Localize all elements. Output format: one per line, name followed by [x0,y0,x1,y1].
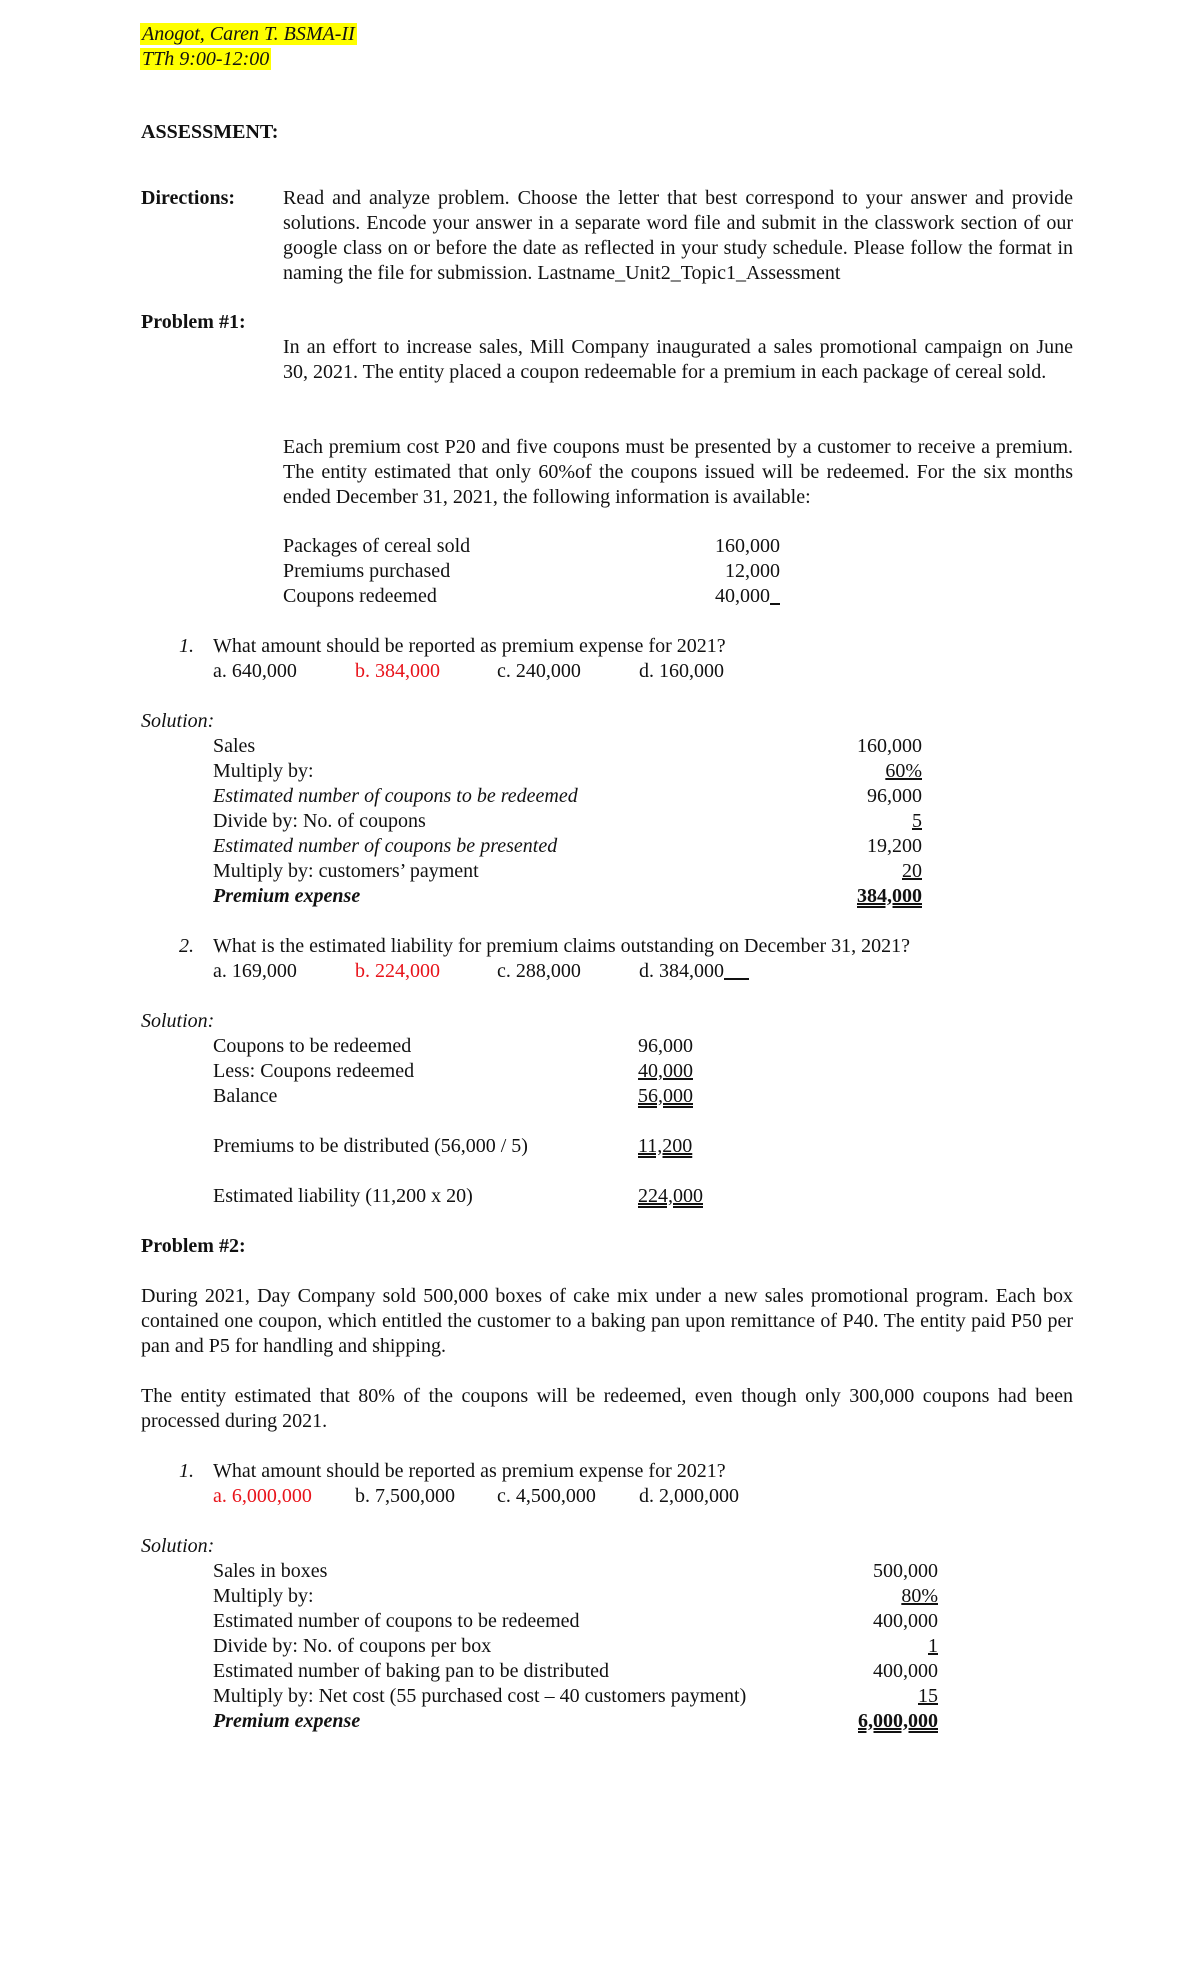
solution-row [213,1659,938,1684]
p1-q1-choice-b: b. 384,000 [355,660,440,682]
solution-row [213,884,922,909]
solution-row [213,834,922,859]
info-label: Packages of cereal sold [283,535,471,557]
p1-q2-sol-value-3: 11,200 [638,1135,693,1157]
solution-label: Premium expense [213,1710,361,1732]
solution-label: Divide by: No. of coupons per box [213,1635,492,1657]
p1-q1-choice-a: a. 640,000 [213,660,297,682]
solution-value: 15 [918,1685,938,1707]
solution-label: Sales in boxes [213,1560,328,1582]
solution-row [213,1709,938,1734]
p1-q2-sol-label-1: Less: Coupons redeemed [213,1060,415,1082]
p1-q1-choice-c: c. 240,000 [497,660,581,682]
solution-label: Estimated number of coupons to be redeemed [213,785,578,807]
solution-value: 60% [885,760,922,782]
p1-q2-sol-value-4: 224,000 [638,1185,703,1207]
solution-value: 80% [901,1585,938,1607]
solution-label: Multiply by: customers’ payment [213,860,479,882]
solution-value: 96,000 [867,785,922,807]
solution-row [213,1684,938,1709]
solution-row [213,759,922,784]
p1-q1-solution-label: Solution: [141,710,215,732]
p2-q1-choice-a: a. 6,000,000 [213,1485,312,1507]
schedule-line: TTh 9:00-12:00 [142,48,270,70]
solution-label: Premium expense [213,885,361,907]
directions-label: Directions: [141,187,236,209]
solution-row [213,1559,938,1584]
p1-q1-number: 1. [179,635,194,657]
p1-q2-sol-label-4: Estimated liability (11,200 x 20) [213,1185,473,1207]
p2-q1-choice-d: d. 2,000,000 [639,1485,739,1507]
solution-value: 6,000,000 [858,1710,938,1732]
info-row [283,559,780,584]
solution-label: Divide by: No. of coupons [213,810,426,832]
p1-q2-number: 2. [179,935,194,957]
solution-label: Multiply by: [213,1585,314,1607]
p2-q1-choice-c: c. 4,500,000 [497,1485,596,1507]
p2-q1-choice-b: b. 7,500,000 [355,1485,455,1507]
p1-q2-choice-c: c. 288,000 [497,960,581,982]
problem1-label: Problem #1: [141,311,246,333]
solution-value: 1 [928,1635,938,1657]
p1-q2-sol-label-0: Coupons to be redeemed [213,1035,412,1057]
info-row [283,534,780,559]
solution-value: 384,000 [857,885,922,907]
info-value: 160,000 [715,535,780,557]
solution-label: Multiply by: Net cost (55 purchased cost – 40 customers payment) [213,1685,747,1707]
solution-row [213,859,922,884]
solution-value: 5 [912,810,922,832]
solution-row [213,784,922,809]
p2-q1-number: 1. [179,1460,194,1482]
p1-q2-choice-a: a. 169,000 [213,960,297,982]
solution-row [213,1584,938,1609]
student-name-line: Anogot, Caren T. BSMA-II [142,23,355,45]
p1-q2-solution-label: Solution: [141,1010,215,1032]
solution-row [213,1634,938,1659]
solution-label: Sales [213,735,256,757]
p1-q1-solution [213,734,922,909]
solution-value: 19,200 [867,835,922,857]
solution-value: 160,000 [857,735,922,757]
solution-label: Estimated number of baking pan to be distributed [213,1660,610,1682]
p1-q2-sol-label-3: Premiums to be distributed (56,000 / 5) [213,1135,528,1157]
problem1-para1: In an effort to increase sales, Mill Company inaugurated a sales promotional campaign on June 30, 2021. The entity placed a coupon redeemable for a premium in each package of cereal sold. [283,336,1073,383]
problem1-info-table [283,534,780,609]
problem2-label: Problem #2: [141,1235,246,1257]
page-title: ASSESSMENT: [141,121,279,143]
solution-label: Estimated number of coupons be presented [213,835,558,857]
p1-q2-sol-value-1: 40,000 [638,1060,693,1082]
info-value: 12,000 [725,560,780,582]
problem1-para2: Each premium cost P20 and five coupons must be presented by a customer to receive a premium. The entity estimated that only 60%of the coupons issued will be redeemed. For the six months ended December 31, 2021, the following information is available: [283,436,1073,508]
solution-row [213,1609,938,1634]
p2-q1-solution [213,1559,938,1734]
problem2-para2: The entity estimated that 80% of the coupons will be redeemed, even though only 300,000 coupons had been processed during 2021. [141,1385,1073,1432]
p2-q1-text: What amount should be reported as premium expense for 2021? [213,1460,726,1482]
p1-q2-sol-value-2: 56,000 [638,1085,693,1107]
p1-q2-text: What is the estimated liability for premium claims outstanding on December 31, 2021? [213,935,911,957]
solution-row [213,809,922,834]
p1-q2-choice-d: d. 384,000 [639,960,724,982]
solution-label: Estimated number of coupons to be redeemed [213,1610,580,1632]
solution-value: 500,000 [873,1560,938,1582]
problem2-para1: During 2021, Day Company sold 500,000 boxes of cake mix under a new sales promotional program. Each box contained one coupon, which entitled the customer to a baking pan upon remittance of P40. The entity paid P50 per pan and P5 for handling and shipping. [141,1285,1073,1357]
p1-q1-choice-d: d. 160,000 [639,660,724,682]
p1-q1-text: What amount should be reported as premium expense for 2021? [213,635,726,657]
solution-value: 400,000 [873,1610,938,1632]
info-label: Coupons redeemed [283,585,437,607]
solution-value: 400,000 [873,1660,938,1682]
p2-q1-solution-label: Solution: [141,1535,215,1557]
info-value: 40,000 [715,585,770,607]
directions-text: Read and analyze problem. Choose the letter that best correspond to your answer and provide solutions. Encode your answer in a separate word file and submit in the classwork section of our google class on or before the date as reflected in your study schedule. Please follow the format in naming the file for submission. Lastname_Unit2_Topic1_Assessment [283,187,1073,284]
solution-value: 20 [902,860,922,882]
p1-q2-choice-b: b. 224,000 [355,960,440,982]
p1-q2-sol-value-0: 96,000 [638,1035,693,1057]
solution-label: Multiply by: [213,760,314,782]
solution-row [213,734,922,759]
info-row [283,584,780,609]
p1-q2-sol-label-2: Balance [213,1085,278,1107]
info-label: Premiums purchased [283,560,451,582]
